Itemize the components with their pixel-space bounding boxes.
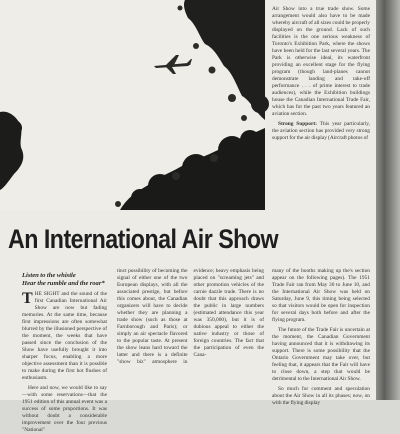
kicker	[22, 272, 107, 288]
strong-support-text: This year particularly, the aviation section has provided very strong support for the air display (Aircraft photos of	[272, 121, 371, 141]
opening-paragraph	[22, 291, 107, 382]
body-paragraph: So much for comment and speculation about the Air Show in all its phases; now, on with the flying display	[272, 386, 370, 406]
article-column-3	[272, 268, 370, 407]
airplane-photo	[0, 0, 265, 210]
body-paragraph: The future of the Trade Fair is uncertain at the moment, the Canadian Government having announced that it is withdrawing its support. There is some possibility that the Ontario Government may take over, but feeling that, it appears that the Fair will have to close down, a step that would be detrimental to the International Air Show.	[272, 327, 370, 382]
opening-text: HE SIGHT and the sound of the first Canadian International Air Show are now but fading memories. At the same time, because first impressions are often somewhat blurred by the illusioned perspective of the moment, the weeks that have passed since the conclusion of the Show have usefully brought it into sharper focus, enabling a more objective assessment than it is possible to make during the first hot flushes of enthusiasm.	[22, 290, 107, 381]
body-paragraph: many of the booths making up the's section appear on the following pages). The 1951 Trade Fair ran from May 30 to June 10, and the International Air Show was held on Saturday, June 9, this timing being selected so that visitors would be open for inspection for several days both before and after the flying program.	[272, 268, 370, 323]
subhead-strong-support: Strong Support:	[278, 121, 317, 127]
right-column-top	[272, 6, 370, 142]
article-column-2	[117, 268, 264, 366]
article-headline: An International Air Show	[8, 224, 279, 254]
body-paragraph: Here and now, we would like to say—with some reservations—that the 1951 edition of this annual event was a success of some proportions. It was without doubt a considerable improvement over the four previous "National"	[22, 384, 107, 433]
body-paragraph: Air Show into a true trade show. Some arrangement would also have to be made whereby aircraft of all sizes could be properly displayed on the ground. Lack of such facilities is the one serious weakness of Toronto's Exhibition Park, where the shows have been held for the last several years. The Park is otherwise ideal, its waterfront providing an excellent stage for the flying program (though land-planes cannot demonstrate landing and take-off performance . . . of prime interest to trade audiences), while the Exhibition buildings house the Canadian International Trade Fair, which has for the past two years featured an aviation section.	[272, 6, 370, 117]
body-paragraph: tinct possibility of becoming the signal of either one of the two European displays, with all the associated prestige, but before this comes about, the Canadian organizers will have to decide whether they are planning a trade show (such as those at Farnborough and Paris); or simply an air spectacle flavored to the popular taste. At present the show leans hard toward the latter and there is a definite "show biz" atmosphere in evidence; heavy emphasis being placed on "screaming jets" and other promotion vehicles of the carnie dazzle trade. There is no doubt that this approach draws the public in large numbers (estimated attendance this year was 350,000), but it is of dubious appeal to either the native industry or those of foreign countries. The fact that the participation of even the Cana-	[117, 268, 264, 365]
kicker-line-1: Listen to the whistle	[22, 272, 76, 279]
drop-cap: T	[22, 289, 33, 307]
article-column-1	[22, 272, 107, 434]
body-paragraph	[272, 121, 370, 142]
kicker-line-2: Hear the rumble and the roar*	[22, 279, 105, 287]
binding-gutter	[376, 0, 400, 400]
